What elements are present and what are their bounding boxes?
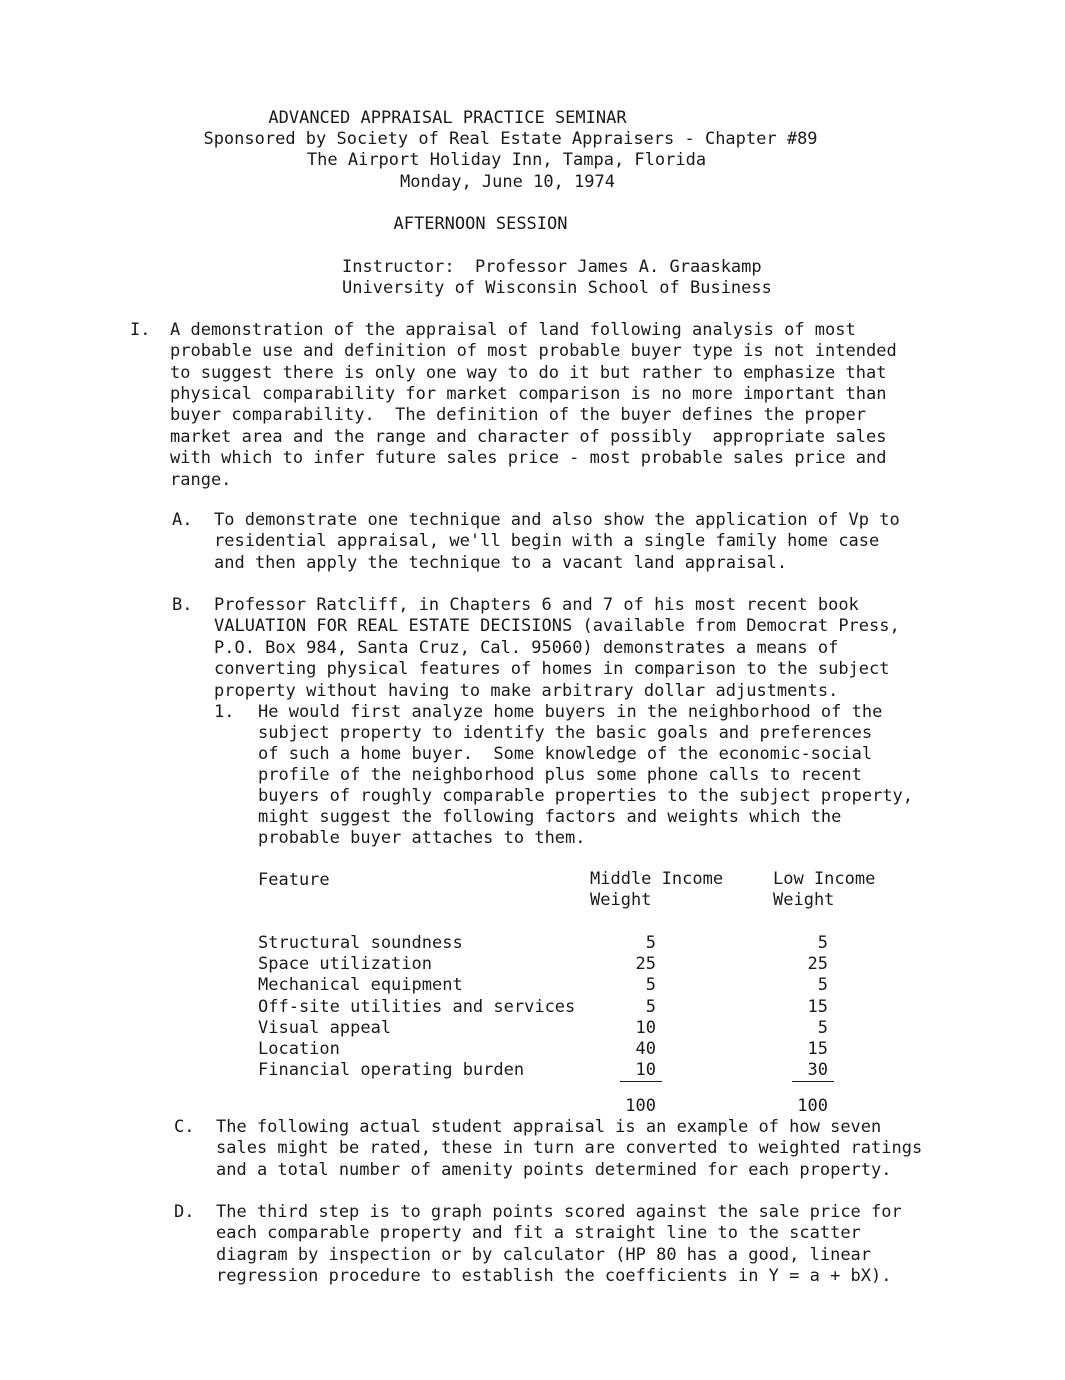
low-weight-total: 100 bbox=[797, 1096, 828, 1116]
item-b1-line: of such a home buyer. Some knowledge of the economic-social bbox=[258, 744, 873, 764]
middle-total-rule bbox=[620, 1081, 662, 1082]
low-weight-cell: 25 bbox=[807, 954, 828, 974]
item-b-line: converting physical features of homes in comparison to the subject bbox=[214, 659, 890, 679]
instructor-line: Instructor: Professor James A. Graaskamp bbox=[342, 257, 762, 277]
middle-weight-cell: 25 bbox=[635, 954, 656, 974]
feature-cell: Space utilization bbox=[258, 954, 432, 974]
feature-cell: Mechanical equipment bbox=[258, 975, 463, 995]
item-b1-line: He would first analyze home buyers in the neighborhood of the bbox=[258, 702, 883, 722]
sponsor-line: Sponsored by Society of Real Estate Appraisers - Chapter #89 bbox=[203, 129, 818, 149]
middle-weight-cell: 5 bbox=[645, 975, 656, 995]
item-c-line: The following actual student appraisal is an example of how seven bbox=[216, 1117, 882, 1137]
item-b-line: Professor Ratcliff, in Chapters 6 and 7 of his most recent book bbox=[214, 595, 859, 615]
middle-weight-cell: 10 bbox=[635, 1060, 656, 1080]
middle-income-header: Middle Income bbox=[590, 869, 724, 889]
item-c-line: and a total number of amenity points determined for each property. bbox=[216, 1160, 892, 1180]
low-weight-cell: 15 bbox=[807, 1039, 828, 1059]
item-d-line: diagram by inspection or by calculator (HP 80 has a good, linear bbox=[216, 1245, 872, 1265]
item-d-marker: D. bbox=[174, 1202, 195, 1222]
item-b1-line: probable buyer attaches to them. bbox=[258, 828, 586, 848]
venue-line: The Airport Holiday Inn, Tampa, Florida bbox=[306, 150, 707, 170]
item-b-line: P.O. Box 984, Santa Cruz, Cal. 95060) demonstrates a means of bbox=[214, 638, 839, 658]
item-b1-line: subject property to identify the basic goals and preferences bbox=[258, 723, 873, 743]
item-b1-line: profile of the neighborhood plus some phone calls to recent bbox=[258, 765, 862, 785]
item-c-marker: C. bbox=[174, 1117, 195, 1137]
item-b-marker: B. bbox=[172, 595, 193, 615]
item-a-line: To demonstrate one technique and also show the application of Vp to bbox=[214, 510, 900, 530]
section-1-line: physical comparability for market comparison is no more important than bbox=[170, 384, 887, 404]
feature-column-header: Feature bbox=[258, 870, 330, 890]
low-total-rule bbox=[792, 1081, 834, 1082]
item-b1-line: might suggest the following factors and weights which the bbox=[258, 807, 842, 827]
low-weight-cell: 5 bbox=[817, 975, 828, 995]
middle-income-header-weight: Weight bbox=[590, 890, 652, 910]
middle-weight-total: 100 bbox=[625, 1096, 656, 1116]
middle-weight-cell: 5 bbox=[645, 997, 656, 1017]
section-1-line: to suggest there is only one way to do it but rather to emphasize that bbox=[170, 363, 887, 383]
feature-cell: Structural soundness bbox=[258, 933, 463, 953]
item-d-line: each comparable property and fit a straight line to the scatter bbox=[216, 1223, 861, 1243]
feature-cell: Location bbox=[258, 1039, 340, 1059]
date-line: Monday, June 10, 1974 bbox=[400, 172, 615, 192]
affiliation-line: University of Wisconsin School of Business bbox=[342, 278, 772, 298]
item-a-line: residential appraisal, we'll begin with a single family home case bbox=[214, 531, 880, 551]
low-income-header-weight: Weight bbox=[773, 890, 835, 910]
session-title: AFTERNOON SESSION bbox=[393, 214, 568, 234]
item-d-line: regression procedure to establish the coefficients in Y = a + bX). bbox=[216, 1266, 892, 1286]
middle-weight-cell: 40 bbox=[635, 1039, 656, 1059]
low-weight-cell: 15 bbox=[807, 997, 828, 1017]
low-income-header: Low Income bbox=[773, 869, 876, 889]
item-b1-marker: 1. bbox=[214, 702, 235, 722]
section-1-line: with which to infer future sales price - most probable sales price and bbox=[170, 448, 887, 468]
section-1-line: market area and the range and character of possibly appropriate sales bbox=[170, 427, 887, 447]
section-1-line: A demonstration of the appraisal of land following analysis of most bbox=[170, 320, 856, 340]
section-1-line: probable use and definition of most probable buyer type is not intended bbox=[170, 341, 897, 361]
feature-cell: Financial operating burden bbox=[258, 1060, 525, 1080]
section-1-line: buyer comparability. The definition of the buyer defines the proper bbox=[170, 405, 866, 425]
low-weight-cell: 30 bbox=[807, 1060, 828, 1080]
section-1-line: range. bbox=[170, 470, 232, 490]
feature-cell: Visual appeal bbox=[258, 1018, 392, 1038]
item-a-line: and then apply the technique to a vacant land appraisal. bbox=[214, 553, 788, 573]
item-b-line: property without having to make arbitrary dollar adjustments. bbox=[214, 681, 839, 701]
low-weight-cell: 5 bbox=[817, 933, 828, 953]
item-b-line: VALUATION FOR REAL ESTATE DECISIONS (available from Democrat Press, bbox=[214, 616, 900, 636]
feature-cell: Off-site utilities and services bbox=[258, 997, 576, 1017]
middle-weight-cell: 10 bbox=[635, 1018, 656, 1038]
section-1-marker: I. bbox=[130, 320, 151, 340]
item-c-line: sales might be rated, these in turn are converted to weighted ratings bbox=[216, 1138, 923, 1158]
item-d-line: The third step is to graph points scored against the sale price for bbox=[216, 1202, 902, 1222]
middle-weight-cell: 5 bbox=[645, 933, 656, 953]
low-weight-cell: 5 bbox=[817, 1018, 828, 1038]
seminar-title: ADVANCED APPRAISAL PRACTICE SEMINAR bbox=[268, 108, 627, 128]
item-b1-line: buyers of roughly comparable properties to the subject property, bbox=[258, 786, 914, 806]
item-a-marker: A. bbox=[172, 510, 193, 530]
